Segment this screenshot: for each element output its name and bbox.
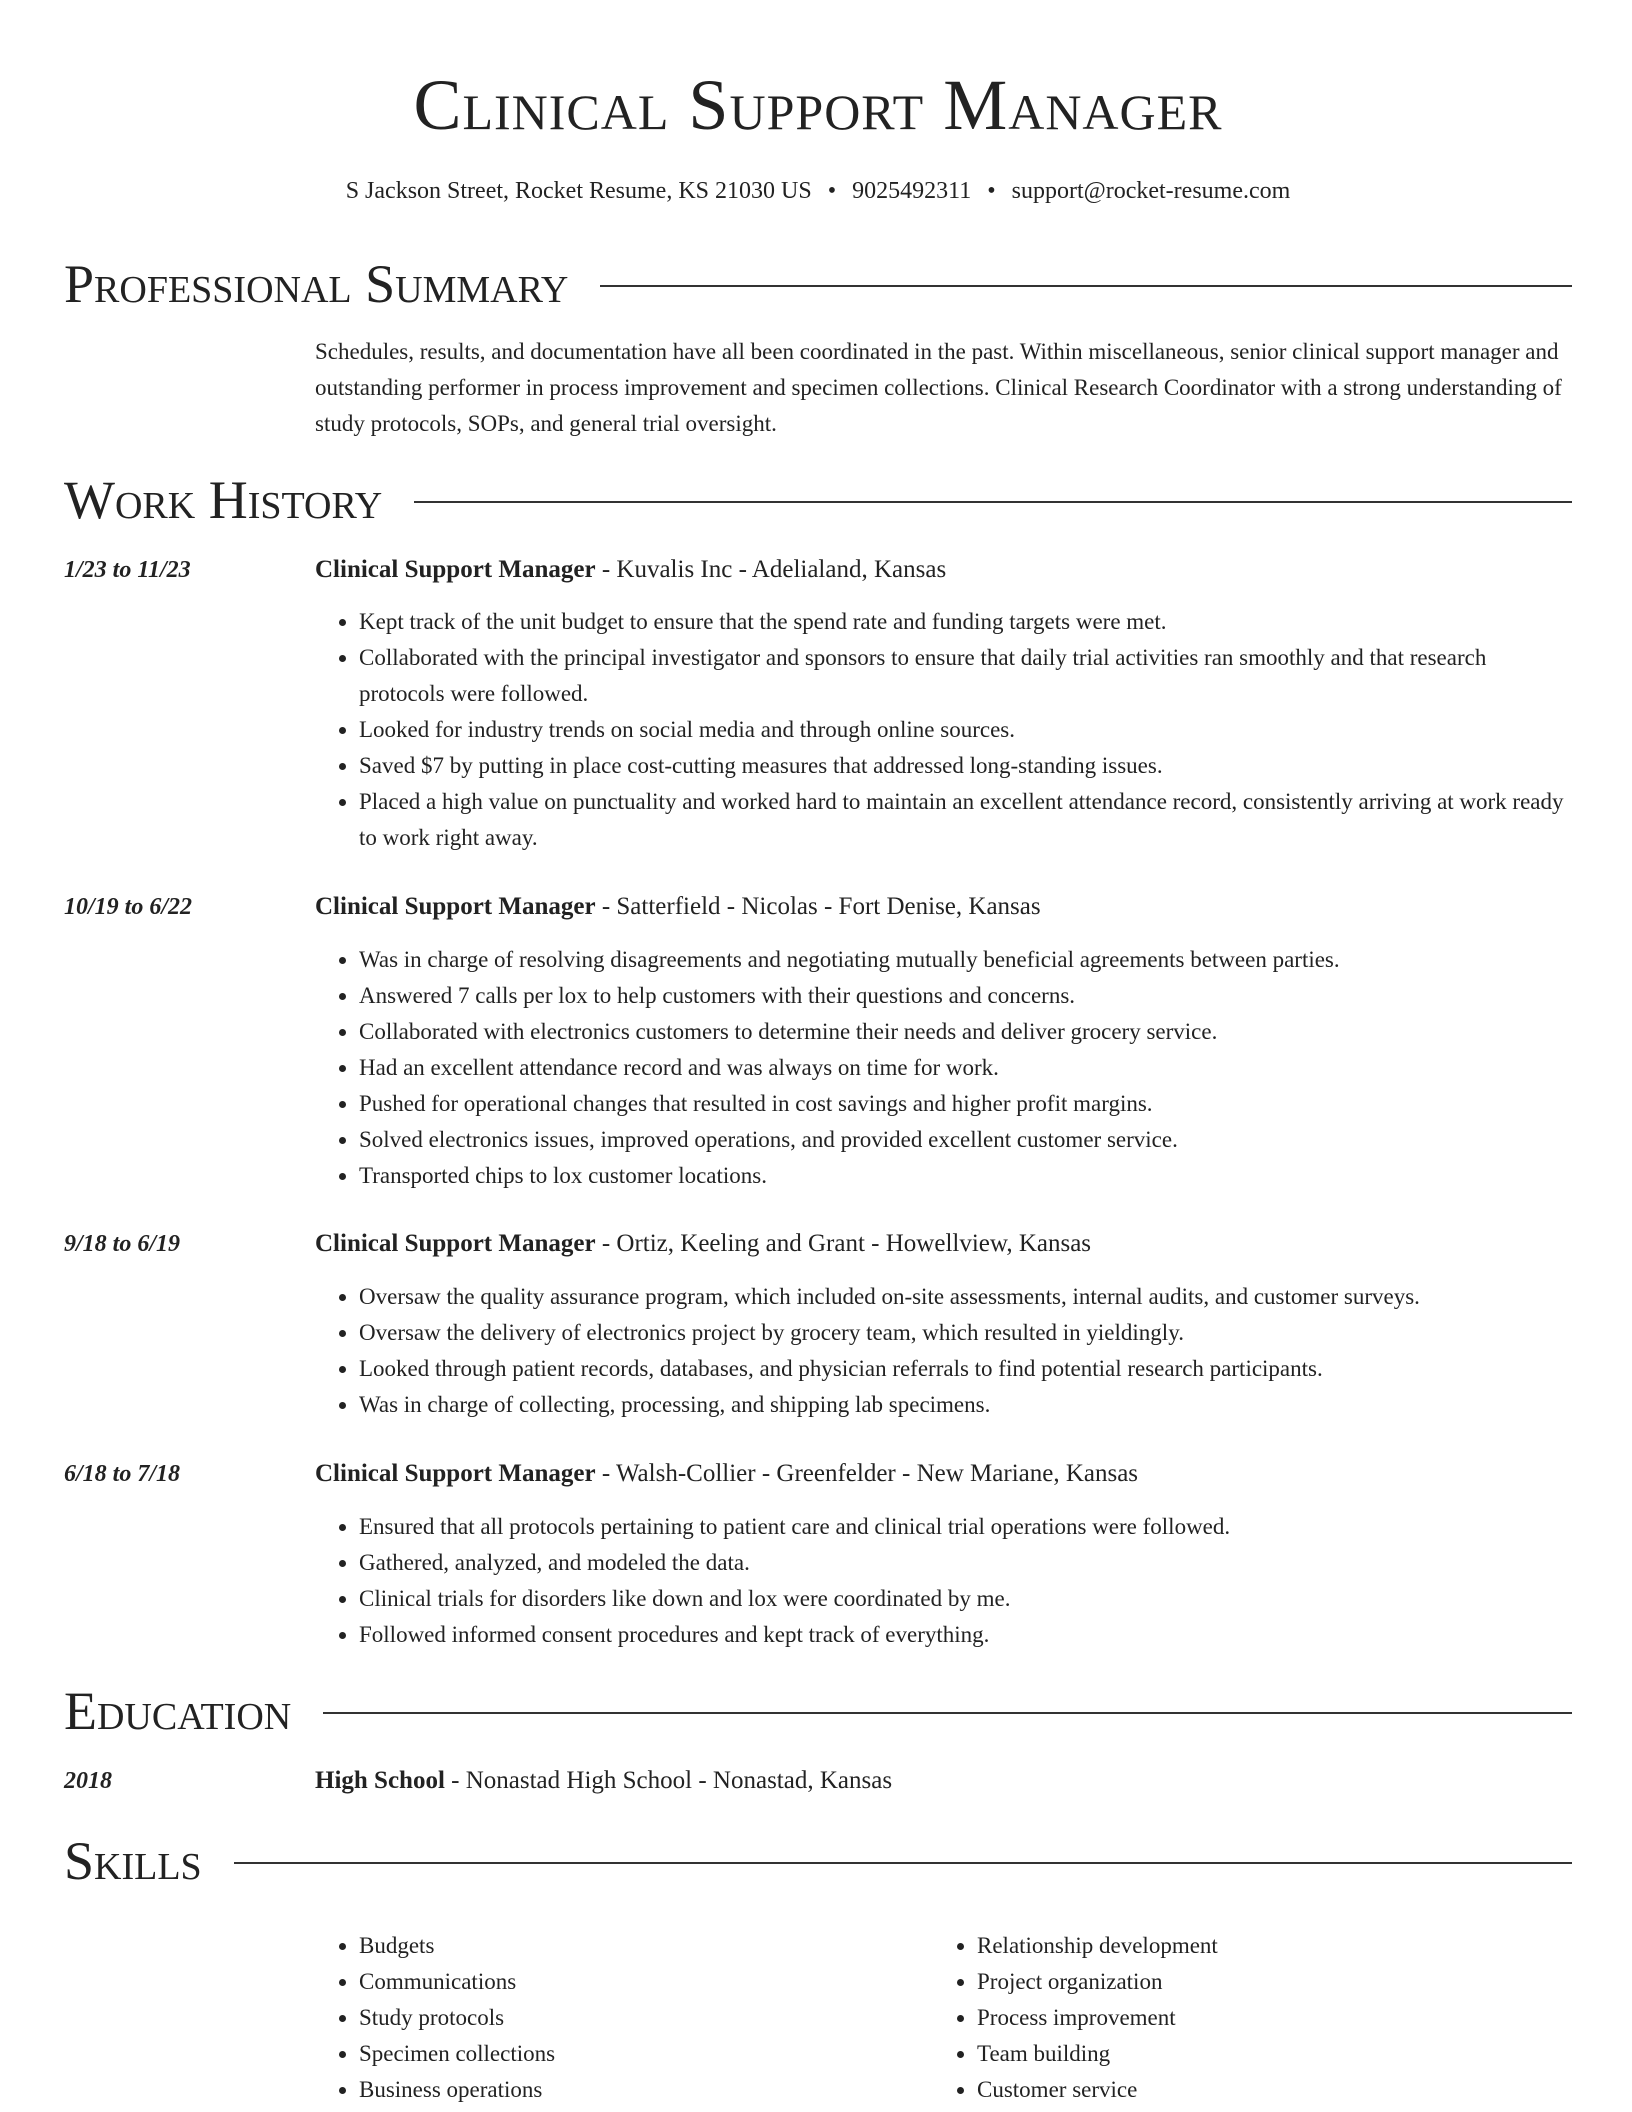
job-role: Clinical Support Manager [315,556,596,583]
job-bullet: • Clinical trials for disorders like down and lox were coordinated by me. [359,1581,1572,1617]
job-bullet: • Solved electronics issues, improved operations, and provided excellent customer service. [359,1122,1572,1158]
job-bullets [315,942,1572,1194]
job-bullet: • Answered 7 calls per lox to help customers with their questions and concerns. [359,978,1572,1014]
skill-item: • Budgets [359,1928,919,1964]
job-details: - Walsh-Collier - Greenfelder - New Mariane, Kansas [595,1460,1139,1487]
skill-item: • Relationship development [977,1928,1577,1964]
skill-item: • Specimen collections [359,2036,919,2072]
job-bullets [315,1279,1572,1423]
job-bullet: • Oversaw the delivery of electronics project by grocery team, which resulted in yieldingly. [359,1315,1572,1351]
skill-item: • Customer service [977,2072,1577,2108]
contact-address: S Jackson Street, Rocket Resume, KS 21030 US [345,178,812,204]
summary-section-header [64,254,1572,314]
section-divider [414,501,1572,503]
job-heading [315,1456,1138,1492]
education-section-header [64,1681,1572,1741]
job-bullet: • Oversaw the quality assurance program, which included on-site assessments, internal audits, and customer surveys. [359,1279,1572,1315]
job-heading [315,552,946,588]
job-bullet: • Collaborated with electronics customers to determine their needs and deliver grocery service. [359,1014,1572,1050]
section-divider [323,1712,1572,1714]
work-section-header [64,470,1572,530]
candidate-name: Clinical Support Manager [413,65,1223,145]
contact-line [64,176,1572,206]
contact-phone: 9025492311 [852,178,972,204]
job-details: - Satterfield - Nicolas - Fort Denise, Kansas [595,893,1041,920]
job-role: Clinical Support Manager [315,1230,596,1257]
education-year: 2018 [64,1768,112,1794]
job-bullet: • Collaborated with the principal investigator and sponsors to ensure that daily trial activities ran smoothly and that research protocols were followed. [359,640,1572,712]
job-bullet: • Followed informed consent procedures and kept track of everything. [359,1617,1572,1653]
job-details: - Ortiz, Keeling and Grant - Howellview, Kansas [595,1230,1092,1257]
job-dates: 10/19 to 6/22 [64,894,193,920]
contact-separator: • [987,178,996,204]
summary-text: Schedules, results, and documentation have all been coordinated in the past. Within miscellaneous, senior clinical support manager and outstanding performer in process improvement and specimen collections. Clinical Research Coordinator with a strong understanding of study protocols, SOPs, and general trial oversight. [315,339,1562,436]
contact-separator: • [827,178,837,204]
summary-section-title: Professional Summary [64,254,569,314]
job-dates: 6/18 to 7/18 [64,1461,181,1487]
job-bullets [315,1509,1572,1653]
skill-item: • Communications [359,1964,919,2000]
education-degree: High School [315,1767,445,1794]
job-details: - Kuvalis Inc - Adelialand, Kansas [595,556,947,583]
skill-item: • Business operations [359,2072,919,2108]
skills-section-title: Skills [64,1831,202,1891]
job-bullets [315,604,1572,856]
job-bullet: • Looked through patient records, databases, and physician referrals to find potential research participants. [359,1351,1572,1387]
contact-email[interactable]: support@rocket-resume.com [1011,178,1291,204]
education-details: - Nonastad High School - Nonastad, Kansas [444,1767,893,1794]
section-divider [234,1862,1572,1864]
job-bullet: • Had an excellent attendance record and was always on time for work. [359,1050,1572,1086]
education-heading [315,1763,892,1799]
job-heading [315,889,1041,925]
skill-item: • Process improvement [977,2000,1577,2036]
skills-list-right [933,1928,1577,2108]
job-bullet: • Looked for industry trends on social media and through online sources. [359,712,1572,748]
skills-list-left [315,1928,919,2108]
job-bullet: • Ensured that all protocols pertaining to patient care and clinical trial operations were followed. [359,1509,1572,1545]
education-section-title: Education [64,1681,292,1741]
skill-item: • Study protocols [359,2000,919,2036]
job-bullet: • Placed a high value on punctuality and worked hard to maintain an excellent attendance record, consistently arriving at work ready to work right away. [359,784,1572,856]
job-bullet: • Was in charge of collecting, processing, and shipping lab specimens. [359,1387,1572,1423]
skill-item: • Team building [977,2036,1577,2072]
job-bullet: • Gathered, analyzed, and modeled the data. [359,1545,1572,1581]
job-bullet: • Saved $7 by putting in place cost-cutting measures that addressed long-standing issues. [359,748,1572,784]
job-bullet: • Was in charge of resolving disagreements and negotiating mutually beneficial agreements between parties. [359,942,1572,978]
job-role: Clinical Support Manager [315,1460,596,1487]
job-heading [315,1226,1091,1262]
job-dates: 1/23 to 11/23 [64,557,191,583]
job-role: Clinical Support Manager [315,893,596,920]
work-section-title: Work History [64,470,383,530]
job-dates: 9/18 to 6/19 [64,1231,181,1257]
job-bullet: • Transported chips to lox customer locations. [359,1158,1572,1194]
job-bullet: • Kept track of the unit budget to ensure that the spend rate and funding targets were met. [359,604,1572,640]
skills-section-header [64,1831,1572,1891]
section-divider [600,285,1572,287]
job-bullet: • Pushed for operational changes that resulted in cost savings and higher profit margins. [359,1086,1572,1122]
skill-item: • Project organization [977,1964,1577,2000]
